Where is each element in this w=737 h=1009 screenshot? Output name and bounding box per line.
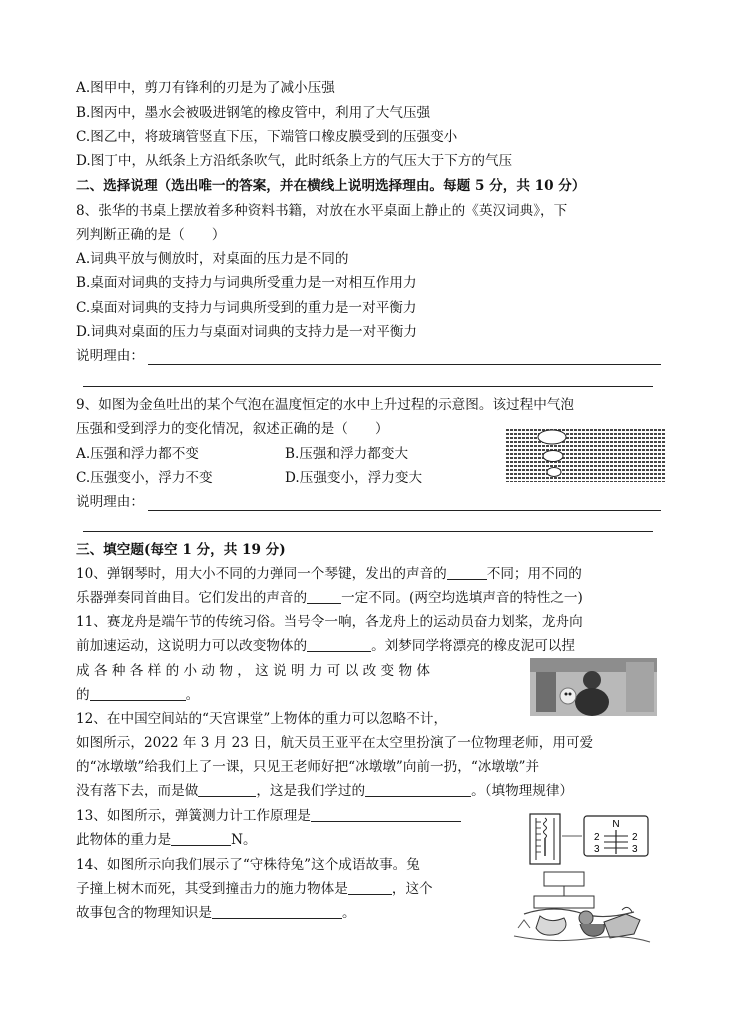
spring-scale-figure: [522, 812, 656, 868]
q11-text-2a: 前加速运动，这说明力可以改变物体的: [76, 638, 308, 654]
q9-option-c: C.压强变小，浮力不变: [76, 470, 213, 486]
q9-option-d: D.压强变小，浮力变大: [285, 470, 423, 486]
q12-text-4a: 没有落下去，而是做: [76, 783, 199, 799]
q13-blank-2[interactable]: [171, 831, 231, 846]
q10-text-2a: 乐器弹奏同首曲目。它们发出的声音的: [76, 590, 308, 606]
q12-line3: 的“冰墩墩”给我们上了一课，只见王老师好把“冰墩墩”向前一扔，“冰墩墩”并: [76, 759, 540, 775]
dial-label-n: N: [612, 819, 620, 830]
q14-text-3a: 故事包含的物理知识是: [76, 905, 212, 921]
q11-blank-2[interactable]: [90, 686, 186, 701]
q10-text-1a: 10、弹钢琴时，用大小不同的力弹同一个琴键，发出的声音的: [76, 566, 447, 582]
q8-reason-label: 说明理由：: [76, 348, 144, 364]
q8-stem-line2: 列判断正确的是（ ）: [76, 227, 226, 243]
q11-line3: 成 各 种 各 样 的 小 动 物 ， 这 说 明 力 可 以 改 变 物 体: [76, 663, 430, 679]
q13-text-1: 13、如图所示，弹簧测力计工作原理是: [76, 808, 311, 824]
dial-label-right-3: 3: [632, 844, 638, 855]
q12-blank-1[interactable]: [198, 782, 256, 797]
q7-option-d: D.图丁中，从纸条上方沿纸条吹气，此时纸条上方的气压大于下方的气压: [76, 153, 513, 169]
dial-label-left-2: 2: [594, 832, 600, 843]
q12-text-4c: 。（填物理规律）: [471, 783, 574, 799]
dial-label-left-3: 3: [594, 844, 600, 855]
q14-line3: [76, 903, 356, 923]
q9-stem-line1: 9、如图为金鱼吐出的某个气泡在温度恒定的水中上升过程的示意图。该过程中气泡: [76, 397, 575, 413]
q12-line1: 12、在中国空间站的“天宫课堂”上物体的重力可以忽略不计，: [76, 711, 448, 727]
q14-text-2a: 子撞上树木而死，其受到撞击力的施力物体是: [76, 881, 348, 897]
q11-line1: 11、赛龙舟是端午节的传统习俗。当号令一响，各龙舟上的运动员奋力划桨，龙舟向: [76, 614, 583, 630]
q8-option-b: B.桌面对词典的支持力与词典所受重力是一对相互作用力: [76, 275, 417, 291]
space-classroom-photo: [530, 658, 657, 716]
q7-option-c: C.图乙中，将玻璃管竖直下压，下端管口橡皮膜受到的压强变小: [76, 129, 458, 145]
q7-option-b: B.图丙中，墨水会被吸进钢笔的橡皮管中，利用了大气压强: [76, 105, 431, 121]
q11-blank-1[interactable]: [307, 637, 371, 652]
q8-stem-line1: 8、张华的书桌上摆放着多种资料书籍，对放在水平桌面上静止的《英汉词典》，下: [76, 203, 568, 219]
q10-blank-1[interactable]: [447, 565, 487, 580]
q12-line4: [76, 781, 573, 801]
bubble-in-water-figure: [506, 424, 668, 486]
q9-reason-label: 说明理由：: [76, 494, 144, 510]
q10-line2: [76, 588, 583, 608]
q13-line2: [76, 830, 257, 850]
q13-line1: [76, 806, 461, 826]
q10-line1: [76, 564, 582, 584]
waiting-for-rabbit-cartoon: [504, 866, 656, 944]
q11-text-4a: 的: [76, 687, 90, 703]
q9-option-a: A.压强和浮力都不变: [76, 446, 199, 462]
q11-line2: [76, 636, 575, 656]
q10-text-1b: 不同；用不同的: [486, 566, 582, 582]
q13-blank-1[interactable]: [311, 807, 461, 822]
q8-option-c: C.桌面对词典的支持力与词典所受到的重力是一对平衡力: [76, 300, 417, 316]
q13-text-2a: 此物体的重力是: [76, 832, 172, 848]
q11-text-2b: 。刘梦同学将漂亮的橡皮泥可以捏: [371, 638, 575, 654]
section-2-title: 二、选择说理（选出唯一的答案，并在横线上说明选择理由。每题 5 分，共 10 分）: [76, 178, 586, 194]
q14-line2: [76, 879, 433, 899]
q9-option-b: B.压强和浮力都变大: [285, 446, 409, 462]
section-3-title: 三、填空题(每空 1 分，共 19 分): [76, 542, 286, 558]
q9-reason-line-1[interactable]: [148, 510, 661, 511]
q8-option-d: D.词典对桌面的压力与桌面对词典的支持力是一对平衡力: [76, 324, 417, 340]
q11-text-4b: 。: [185, 687, 200, 703]
q8-reason-line-2[interactable]: [83, 386, 653, 387]
q14-text-3b: 。: [341, 905, 356, 921]
q14-blank-1[interactable]: [348, 880, 392, 895]
q12-line2: 如图所示，2022 年 3 月 23 日，航天员王亚平在太空里扮演了一位物理老师，用可爱: [76, 735, 594, 751]
dial-label-right-2: 2: [632, 832, 638, 843]
q14-blank-2[interactable]: [212, 904, 342, 919]
q14-line1: 14、如图所示向我们展示了“守株待兔”这个成语故事。兔: [76, 857, 420, 873]
q7-option-a: A.图甲中，剪刀有锋利的刃是为了减小压强: [76, 80, 335, 96]
q8-option-a: A.词典平放与侧放时，对桌面的压力是不同的: [76, 251, 349, 267]
q14-text-2b: ，这个: [391, 881, 433, 897]
q10-blank-2[interactable]: [307, 589, 341, 604]
q8-reason-line-1[interactable]: [148, 364, 661, 365]
q9-reason-line-2[interactable]: [83, 531, 653, 532]
q9-stem-line2: 压强和受到浮力的变化情况，叙述正确的是（ ）: [76, 421, 389, 437]
q12-blank-2[interactable]: [365, 782, 471, 797]
q13-text-2b: N。: [231, 832, 257, 848]
q11-line4: [76, 685, 199, 705]
q12-text-4b: ，这是我们学过的: [256, 783, 366, 799]
q10-text-2b: 一定不同。(两空均选填声音的特性之一): [341, 590, 583, 606]
